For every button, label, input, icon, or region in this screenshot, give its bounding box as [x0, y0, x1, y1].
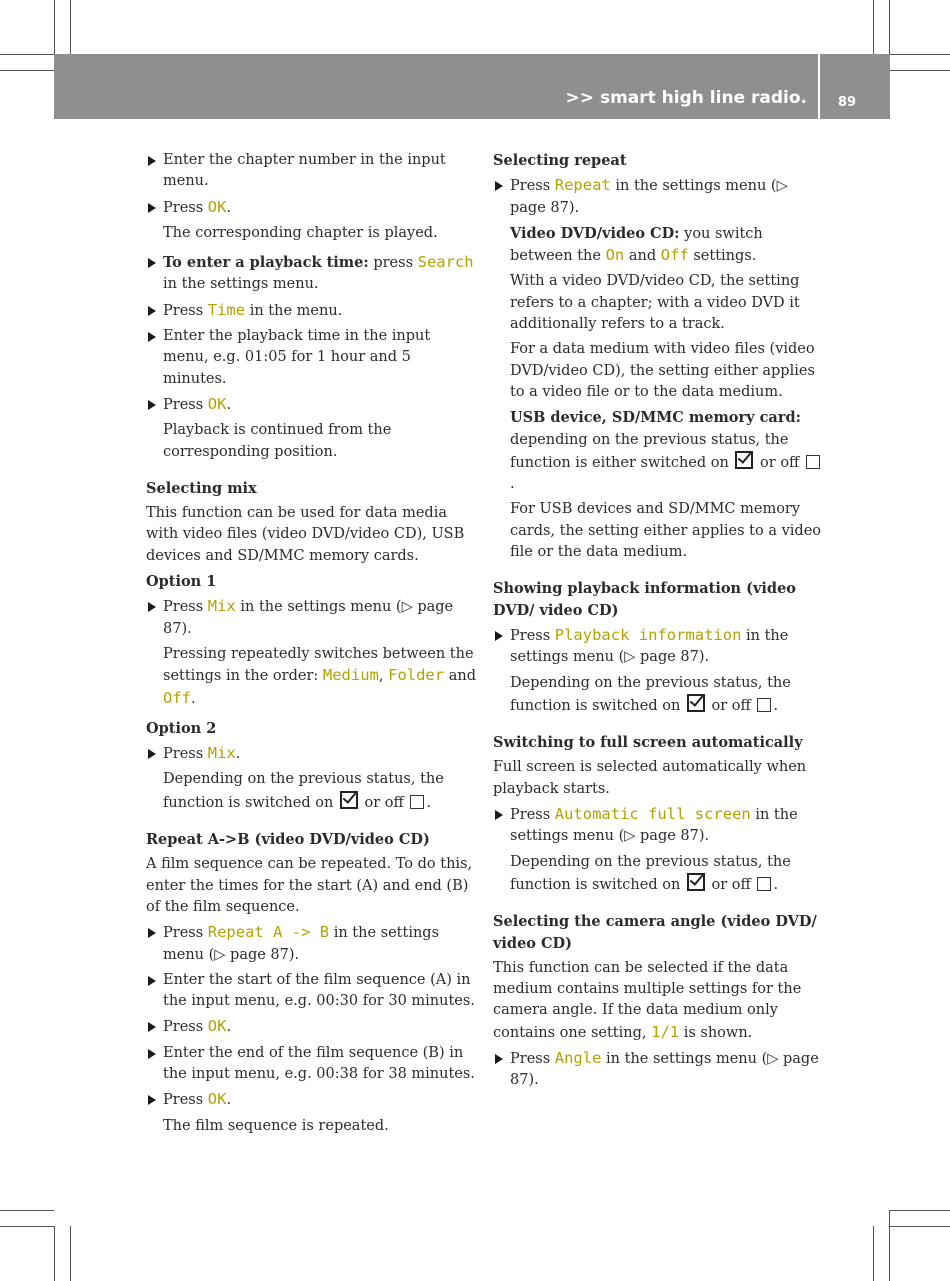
key-time: Time	[207, 300, 246, 319]
crop-mark	[890, 1210, 950, 1211]
key-ok: OK	[207, 197, 227, 216]
step-press-playback-info: Press Playback information in the settings menu (▷ page 87).	[493, 625, 823, 669]
paragraph: Full screen is selected automatically when playback starts.	[493, 759, 807, 797]
checkbox-unchecked-icon	[806, 455, 820, 469]
step-result: The corresponding chapter is played.	[163, 224, 438, 241]
key-playback-information: Playback information	[554, 625, 742, 644]
crop-mark	[873, 0, 874, 54]
key-ok: OK	[207, 1090, 227, 1109]
step-press-ok: Press OK.	[146, 394, 476, 416]
step-press-repeat: Press Repeat in the settings menu (▷ page 87).	[493, 175, 823, 219]
checkbox-checked-icon	[735, 451, 753, 469]
key-ok: OK	[207, 1017, 227, 1036]
step-press-repeat-ab: Press Repeat A -> B in the settings menu (▷ page 87).	[146, 922, 476, 966]
step-press-mix: Press Mix.	[146, 743, 476, 765]
step-press-ok: Press OK.	[146, 197, 476, 219]
note-dvd-detail: For a data medium with video files (video DVD/video CD), the setting either applies to a video file or to the data medium.	[510, 341, 815, 400]
option-heading: Option 1	[146, 573, 217, 591]
checkbox-unchecked-icon	[410, 795, 424, 809]
section-heading: Selecting repeat	[493, 152, 627, 169]
right-column	[493, 150, 823, 1096]
header-divider	[818, 54, 820, 119]
key-medium: Medium	[322, 666, 379, 685]
key-repeat: Repeat	[554, 176, 611, 195]
step-press-full-screen: Press Automatic full screen in the settings menu (▷ page 87).	[493, 804, 823, 848]
crop-mark	[70, 0, 71, 54]
step-enter-chapter: Enter the chapter number in the input menu.	[146, 150, 476, 193]
section-heading: Switching to full screen automatically	[493, 734, 803, 752]
crop-mark	[0, 1226, 54, 1227]
step-result: Depending on the previous status, the function is switched on or off .	[163, 771, 444, 811]
crop-mark	[0, 1210, 54, 1211]
step-press-mix: Press Mix in the settings menu (▷ page 87).	[146, 596, 476, 640]
key-mix: Mix	[207, 597, 236, 616]
crop-mark	[890, 54, 950, 55]
step-result: Depending on the previous status, the function is switched on or off .	[510, 674, 791, 714]
left-column	[146, 150, 476, 1141]
step-press-ok: Press OK.	[146, 1089, 476, 1111]
step-press-angle: Press Angle in the settings menu (▷ page 87).	[493, 1048, 823, 1092]
step-result: Pressing repeatedly switches between the settings in the order: Medium, Folder and Off.	[163, 645, 476, 707]
crop-mark	[890, 1226, 950, 1227]
step-enter-start: Enter the start of the film sequence (A) in the input menu, e.g. 00:30 for 30 minutes.	[146, 970, 476, 1013]
crop-mark	[873, 1226, 874, 1281]
crop-mark	[70, 1226, 71, 1281]
key-angle: Angle	[554, 1048, 602, 1067]
key-off: Off	[163, 688, 191, 707]
key-mix: Mix	[207, 744, 236, 763]
paragraph: This function can be selected if the data medium contains multiple settings for the camera angle. If the data medium only contains one setting, 1/1 is shown.	[493, 959, 802, 1041]
crop-mark	[889, 1210, 890, 1281]
option-heading: Option 2	[146, 719, 217, 737]
crop-mark	[889, 0, 890, 54]
key-repeat-ab: Repeat A -> B	[207, 923, 330, 942]
key-automatic-full-screen: Automatic full screen	[554, 805, 751, 824]
step-result: Playback is continued from the corresponding position.	[163, 422, 392, 460]
step-press-time: Press Time in the menu.	[146, 300, 476, 322]
checkbox-unchecked-icon	[757, 698, 771, 712]
checkbox-checked-icon	[340, 791, 358, 809]
key-ok: OK	[207, 394, 227, 413]
crop-mark	[54, 1226, 55, 1281]
key-one-of-one: 1/1	[651, 1022, 680, 1041]
step-enter-time: Enter the playback time in the input menu, e.g. 01:05 for 1 hour and 5 minutes.	[146, 326, 476, 390]
section-heading: Repeat A->B (video DVD/video CD)	[146, 831, 430, 849]
key-search: Search	[417, 253, 474, 272]
step-enter-end: Enter the end of the film sequence (B) in the input menu, e.g. 00:38 for 38 minutes.	[146, 1043, 476, 1086]
note-usb-detail: For USB devices and SD/MMC memory cards, the setting either applies to a video file or the data medium.	[510, 501, 821, 561]
step-press-ok: Press OK.	[146, 1016, 476, 1038]
section-heading: Selecting the camera angle (video DVD/ video CD)	[493, 913, 817, 952]
paragraph: A film sequence can be repeated. To do this, enter the times for the start (A) and end (B) of the film sequence.	[146, 856, 473, 915]
paragraph: This function can be used for data media with video files (video DVD/video CD), USB devices and SD/MMC memory cards.	[146, 505, 465, 564]
crop-mark	[0, 70, 54, 71]
header-band	[54, 54, 890, 119]
note-dvd-detail: With a video DVD/video CD, the setting refers to a chapter; with a video DVD it additionally refers to a track.	[510, 273, 800, 333]
checkbox-checked-icon	[687, 694, 705, 712]
note-dvd: Video DVD/video CD: you switch between the On and Off settings.	[510, 224, 763, 265]
checkbox-unchecked-icon	[757, 877, 771, 891]
crop-mark	[890, 70, 950, 71]
crop-mark	[0, 54, 54, 55]
key-on: On	[605, 246, 625, 265]
step-result: Depending on the previous status, the function is switched on or off .	[510, 853, 791, 893]
note-usb: USB device, SD/MMC memory card: depending on the previous status, the function is either switched on or off .	[493, 407, 823, 495]
checkbox-checked-icon	[687, 873, 705, 891]
step-playback-time: To enter a playback time: press Search in the settings menu.	[146, 252, 476, 296]
step-result: The film sequence is repeated.	[163, 1117, 389, 1134]
key-off: Off	[660, 246, 689, 265]
crop-mark	[54, 0, 55, 54]
page-number: 89	[838, 95, 857, 110]
section-heading: Selecting mix	[146, 479, 257, 497]
section-heading: Showing playback information (video DVD/ video CD)	[493, 580, 796, 619]
header-title: >> smart high line radio.	[565, 88, 807, 108]
key-folder: Folder	[388, 666, 445, 685]
